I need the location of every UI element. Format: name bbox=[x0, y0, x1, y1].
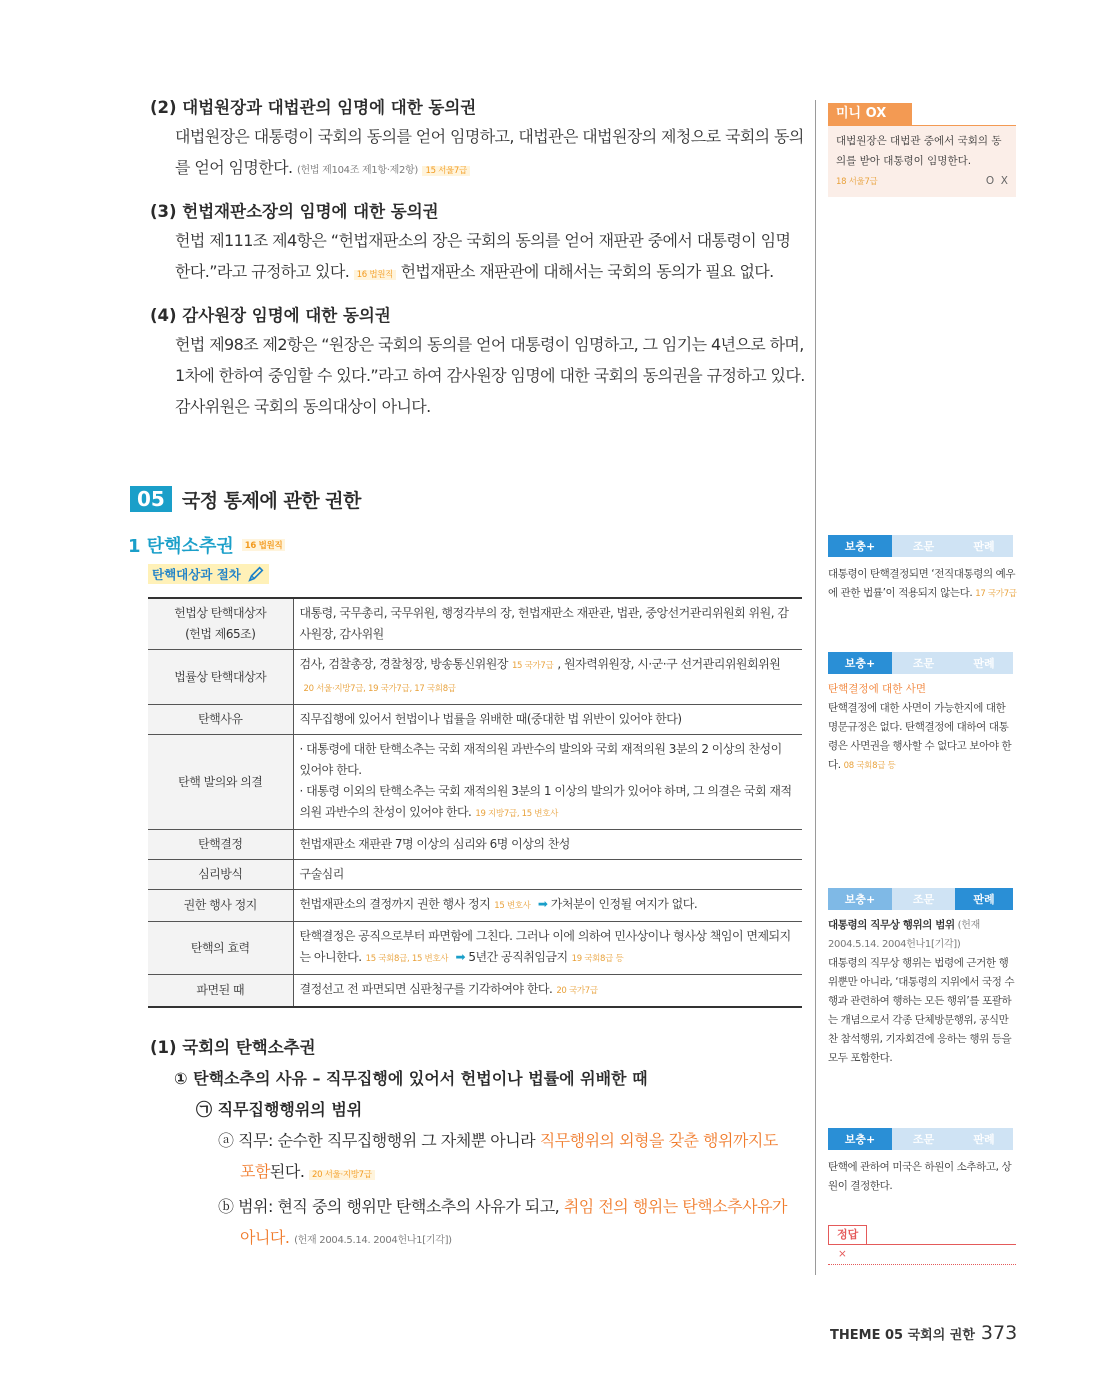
table-value: 대통령, 국무총리, 국무위원, 행정각부의 장, 헌법재판소 재판관, 법관, 중앙선거관리위원회 위원, 감사원장, 감사위원 bbox=[293, 598, 802, 650]
mini-ox-label: 미니 OX bbox=[828, 103, 912, 125]
page-number: 373 bbox=[980, 1322, 1018, 1344]
section-heading: (2) 대법원장과 대법관의 임명에 대한 동의권 bbox=[150, 98, 477, 117]
exam-tag: 19 국회8급 등 bbox=[571, 954, 624, 964]
table-key: 탄핵의 효력 bbox=[148, 922, 293, 975]
table-key: 권한 행사 정지 bbox=[148, 890, 293, 922]
highlight-text: 아니다. bbox=[240, 1228, 290, 1247]
page-footer bbox=[830, 1322, 1017, 1344]
subsection-heading: ㉠ 직무집행행위의 범위 bbox=[196, 1100, 363, 1119]
table-row bbox=[148, 860, 802, 890]
table-value: 결정선고 전 파면되면 심판청구를 기각하여야 한다. 20 국가7급 bbox=[293, 975, 802, 1008]
section-number: 05 bbox=[130, 486, 172, 512]
item-b: ⓑ 범위: 현직 중의 행위만 탄핵소추의 사유가 되고, 취임 전의 행위는 탄핵소추사유가 아니다. (헌재 2004.5.14. 2004헌나1[기각]) bbox=[218, 1197, 787, 1247]
box-tabs bbox=[828, 888, 1018, 910]
table-key: 법률상 탄핵대상자 bbox=[148, 650, 293, 705]
exam-tag: 15 국회8급, 15 변호사 bbox=[365, 954, 449, 964]
table-value: 직무집행에 있어서 헌법이나 법률을 위배한 때(중대한 법 위반이 있어야 한다) bbox=[293, 705, 802, 735]
tab-case: 판례 bbox=[955, 888, 1013, 910]
table-value: 구술심리 bbox=[293, 860, 802, 890]
exam-tag: 18 서울7급 bbox=[836, 177, 878, 187]
tab-case: 판례 bbox=[955, 535, 1013, 557]
table-key: 탄핵결정 bbox=[148, 830, 293, 860]
supplement-box-1: 보충+ 조문 판례 대통령이 탄핵결정되면 ‘전직대통령의 예우에 관한 법률’이 적용되지 않는다. 17 국가7급 bbox=[828, 535, 1018, 604]
box-tabs bbox=[828, 535, 1018, 557]
subsection-heading: (1) 국회의 탄핵소추권 bbox=[150, 1038, 316, 1057]
supplement-box-2: 보충+ 조문 판례 탄핵결정에 대한 사면 탄핵결정에 대한 사면이 가능한지에 대한 명문규정은 없다. 탄핵결정에 대하여 대통령은 사면권을 행사할 수 없다고 보아야 한다. 08 국회8급 등 bbox=[828, 652, 1018, 776]
table-row bbox=[148, 830, 802, 860]
answer-box bbox=[828, 1225, 1018, 1265]
tab-article: 조문 bbox=[892, 888, 955, 910]
lower-section bbox=[150, 1033, 810, 1256]
section-text: 헌법 제111조 제4항은 “헌법재판소의 장은 국회의 동의를 얻어 재판관 중에서 대통령이 임명한다.”라고 규정하고 있다. 16 법원직 헌법재판소 재판관에 대해서는 국회의 동의가 필요 없다. bbox=[175, 231, 791, 281]
source-citation: (헌법 제104조 제1항·제2항) bbox=[296, 165, 418, 176]
tab-case: 판례 bbox=[955, 1128, 1013, 1150]
box-tabs bbox=[828, 1128, 1018, 1150]
tab-supplement: 보충+ bbox=[828, 652, 892, 674]
box-tabs bbox=[828, 652, 1018, 674]
supplement-box-3: 보충+ 조문 판례 탄핵에 관하여 미국은 하원이 소추하고, 상원이 결정한다. bbox=[828, 1128, 1018, 1196]
section-text: 헌법 제98조 제2항은 “원장은 국회의 동의를 얻어 대통령이 임명하고, 그 임기는 4년으로 하며, 1차에 한하여 중임할 수 있다.”라고 하여 감사원장 임명에 대한 국회의 동의권을 규정하고 있다. 감사위원은 국회의 동의대상이 아니다. bbox=[175, 335, 805, 416]
tab-article: 조문 bbox=[892, 1128, 955, 1150]
section-heading: (3) 헌법재판소장의 임명에 대한 동의권 bbox=[150, 202, 439, 221]
table-value: · 대통령에 대한 탄핵소추는 국회 재적의원 과반수의 발의와 국회 재적의원 3분의 2 이상의 찬성이 있어야 한다. · 대통령 이외의 탄핵소추는 국회 재적의원 3분의 1 이상의 발의가 있어야 하며, 그 의결은 국회 재적의원 과반수의 찬성이 있어야 한다. 19 지방7급, 15 변호사 bbox=[293, 735, 802, 830]
case-box: 보충+ 조문 판례 대통령의 직무상 행위의 범위 (헌재 2004.5.14. 2004헌나1[기각]) 대통령의 직무상 행위는 법령에 근거한 행위뿐만 아니라, ‘대통령의 지위에서 국정 수행과 관련하여 행하는 모든 행위’를 포괄하는 개념으로서 각종 단체방문행위, 공식만찬 참석행위, 기자회견에 응하는 행위 등을 모두 포함한다. bbox=[828, 888, 1018, 1068]
exam-tag: 15 서울7급 bbox=[422, 166, 469, 176]
o-choice[interactable]: O bbox=[985, 175, 995, 187]
tab-supplement: 보충+ bbox=[828, 888, 892, 910]
exam-tag: 20 서울·지방7급 bbox=[309, 1170, 375, 1180]
arrow-icon: ➡ bbox=[452, 950, 469, 964]
table-value: 헌법재판소 재판관 7명 이상의 심리와 6명 이상의 찬성 bbox=[293, 830, 802, 860]
table-row bbox=[148, 922, 802, 975]
pencil-icon bbox=[247, 565, 265, 583]
answer-value: × bbox=[828, 1245, 1016, 1265]
tab-case: 판례 bbox=[955, 652, 1013, 674]
answer-label: 정답 bbox=[828, 1225, 867, 1245]
table-row bbox=[148, 890, 802, 922]
table-value: 헌법재판소의 결정까지 권한 행사 정지 15 변호사 ➡ 가처분이 인정될 여지가 없다. bbox=[293, 890, 802, 922]
exam-tag: 16 법원직 bbox=[242, 539, 286, 551]
exam-tag: 20 국가7급 bbox=[556, 986, 598, 996]
table-value: 탄핵결정은 공직으로부터 파면함에 그친다. 그러나 이에 의하여 민사상이나 형사상 책임이 면제되지는 아니한다. 15 국회8급, 15 변호사 ➡ 5년간 공직취임금지 19 국회8급 등 bbox=[293, 922, 802, 975]
table-key: 헌법상 탄핵대상자 (헌법 제65조) bbox=[148, 598, 293, 650]
exam-tag: 16 법원직 bbox=[354, 270, 396, 280]
table-row bbox=[148, 975, 802, 1008]
box-title: 탄핵결정에 대한 사면 bbox=[828, 683, 926, 695]
exam-tag: 15 국가7급 bbox=[511, 661, 554, 671]
table-key: 심리방식 bbox=[148, 860, 293, 890]
highlight-text: 취임 전의 행위는 탄핵소추사유가 bbox=[563, 1197, 787, 1216]
tab-article: 조문 bbox=[892, 652, 955, 674]
section-title: 국정 통제에 관한 권한 bbox=[181, 489, 361, 512]
exam-tag: 20 서울·지방7급, 19 국가7급, 17 국회8급 bbox=[303, 684, 456, 694]
table-key: 파면된 때 bbox=[148, 975, 293, 1008]
exam-tag: 17 국가7급 bbox=[975, 589, 1017, 599]
exam-tag: 08 국회8급 등 bbox=[843, 761, 896, 771]
main-column bbox=[130, 95, 805, 422]
table-row bbox=[148, 598, 802, 650]
section-2 bbox=[130, 95, 805, 187]
table-row bbox=[148, 735, 802, 830]
section-05-header bbox=[130, 485, 361, 513]
arrow-icon: ➡ bbox=[534, 897, 551, 911]
column-divider bbox=[815, 100, 816, 1275]
table-row bbox=[148, 705, 802, 735]
theme-label: THEME 05 국회의 권한 bbox=[830, 1328, 975, 1343]
tab-article: 조문 bbox=[892, 535, 955, 557]
topic-chip: 탄핵대상과 절차 bbox=[148, 564, 269, 584]
subsection-heading: ① 탄핵소추의 사유 – 직무집행에 있어서 헌법이나 법률에 위배한 때 bbox=[174, 1069, 648, 1088]
exam-tag: 15 변호사 bbox=[494, 901, 531, 911]
item-heading: 1 탄핵소추권 16 법원직 bbox=[128, 532, 285, 558]
highlight-text: 직무행위의 외형을 갖춘 행위까지도 bbox=[539, 1131, 778, 1150]
section-3 bbox=[130, 199, 805, 291]
table-key: 탄핵 발의와 의결 bbox=[148, 735, 293, 830]
table-key: 탄핵사유 bbox=[148, 705, 293, 735]
impeachment-table bbox=[148, 597, 802, 1008]
highlight-text: 포함 bbox=[240, 1162, 270, 1181]
section-heading: (4) 감사원장 임명에 대한 동의권 bbox=[150, 306, 391, 325]
table-row bbox=[148, 650, 802, 705]
x-choice[interactable]: X bbox=[1000, 175, 1008, 187]
section-4 bbox=[130, 303, 805, 422]
tab-supplement: 보충+ bbox=[828, 535, 892, 557]
section-text: 대법원장은 대통령이 국회의 동의를 얻어 임명하고, 대법관은 대법원장의 제청으로 국회의 동의를 얻어 임명한다. (헌법 제104조 제1항·제2항) 15 서울7급 bbox=[175, 127, 804, 177]
source-citation: (헌재 2004.5.14. 2004헌나1[기각]) bbox=[294, 1235, 452, 1246]
source-citation: (헌재 2004.5.14. 2004헌나1[기각]) bbox=[828, 920, 980, 950]
mini-ox-box: 미니 OX 대법원장은 대법관 중에서 국회의 동의를 받아 대통령이 임명한다. 18 서울7급 O X bbox=[828, 103, 1018, 197]
exam-tag: 19 지방7급, 15 변호사 bbox=[475, 809, 558, 819]
box-title: 대통령의 직무상 행위의 범위 bbox=[828, 919, 955, 931]
item-a: ⓐ 직무: 순수한 직무집행행위 그 자체뿐 아니라 직무행위의 외형을 갖춘 행위까지도 포함된다. 20 서울·지방7급 bbox=[218, 1131, 778, 1181]
table-value: 검사, 검찰총장, 경찰청장, 방송통신위원장 15 국가7급 , 원자력위원장, 시·군·구 선거관리위원회위원20 서울·지방7급, 19 국가7급, 17 국회8급 bbox=[293, 650, 802, 705]
tab-supplement: 보충+ bbox=[828, 1128, 892, 1150]
